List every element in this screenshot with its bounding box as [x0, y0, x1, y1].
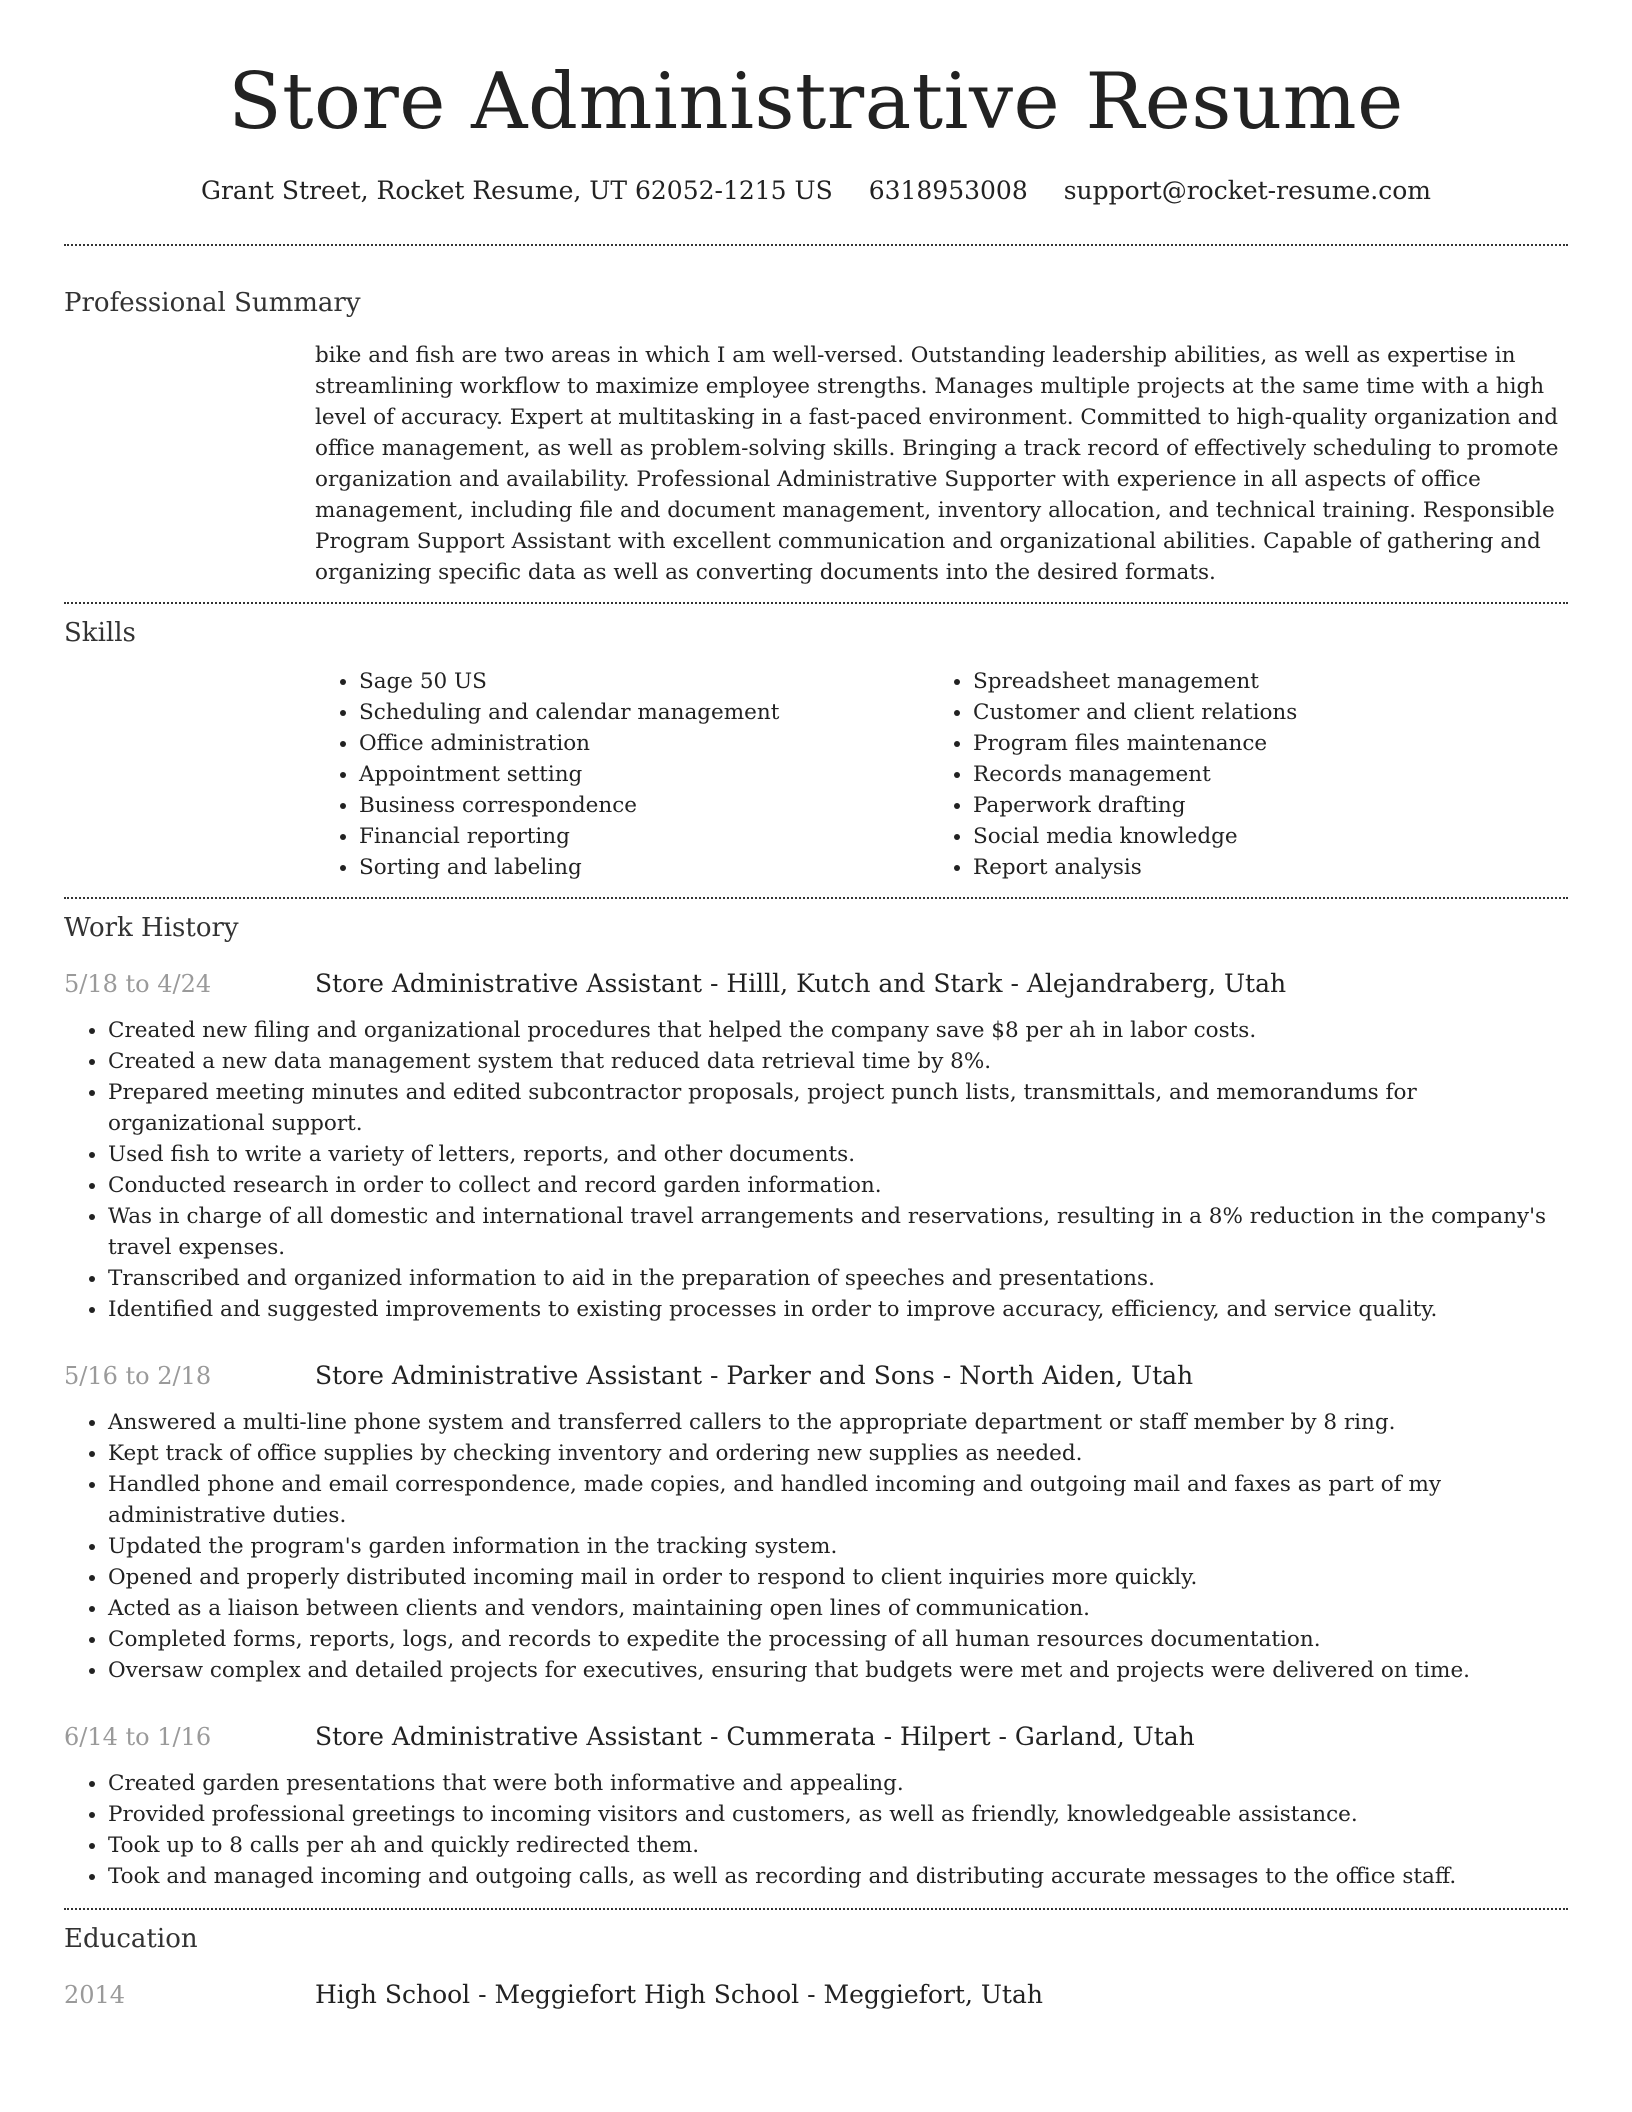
skill-item: • Sage 50 US	[359, 666, 929, 697]
skill-item: • Business correspondence	[359, 790, 929, 821]
job-entry	[64, 1720, 1568, 1892]
education-entry	[64, 1978, 1568, 2012]
job-bullet: • Took and managed incoming and outgoing calls, as well as recording and distributing accurate messages to the office staff.	[108, 1861, 1568, 1892]
education-year: 2014	[64, 1981, 126, 2009]
resume-title: Store Administrative Resume	[228, 57, 1404, 147]
contact-address: Grant Street, Rocket Resume, UT 62052-1215 US	[200, 176, 833, 205]
job-bullet: • Conducted research in order to collect and record garden information.	[108, 1170, 1568, 1201]
skill-item: • Customer and client relations	[973, 697, 1543, 728]
section-title-education: Education	[64, 1924, 198, 1954]
job-bullets	[64, 1407, 1568, 1686]
job-bullets	[64, 1015, 1568, 1325]
job-dates: 5/18 to 4/24	[64, 970, 212, 998]
section-title-skills: Skills	[64, 618, 136, 648]
skill-item: • Appointment setting	[359, 759, 929, 790]
job-bullets	[64, 1768, 1568, 1892]
job-title: Store Administrative Assistant - Parker and Sons - North Aiden, Utah	[315, 1361, 1194, 1390]
skill-item: • Financial reporting	[359, 821, 929, 852]
skill-item: • Spreadsheet management	[973, 666, 1543, 697]
job-entry	[64, 1359, 1568, 1686]
section-title-summary: Professional Summary	[64, 288, 361, 318]
job-bullet: • Opened and properly distributed incoming mail in order to respond to client inquiries more quickly.	[108, 1562, 1568, 1593]
job-bullet: • Prepared meeting minutes and edited subcontractor proposals, project punch lists, transmittals, and memorandums for organizational support.	[108, 1077, 1568, 1139]
job-bullet: • Created garden presentations that were both informative and appealing.	[108, 1768, 1568, 1799]
job-bullet: • Transcribed and organized information to aid in the preparation of speeches and presentations.	[108, 1263, 1568, 1294]
contact-line	[64, 174, 1568, 208]
contact-phone: 6318953008	[868, 176, 1028, 205]
job-bullet: • Was in charge of all domestic and international travel arrangements and reservations, resulting in a 8% reduction in the company's travel expenses.	[108, 1201, 1568, 1263]
divider	[64, 244, 1568, 246]
skill-item: • Scheduling and calendar management	[359, 697, 929, 728]
job-bullet: • Created a new data management system that reduced data retrieval time by 8%.	[108, 1046, 1568, 1077]
job-bullet: • Handled phone and email correspondence, made copies, and handled incoming and outgoing mail and faxes as part of my administrative duties.	[108, 1469, 1568, 1531]
skills-list	[315, 666, 1568, 883]
job-entry	[64, 967, 1568, 1325]
skills-column-right	[929, 666, 1543, 883]
job-bullet: • Oversaw complex and detailed projects for executives, ensuring that budgets were met and projects were delivered on time.	[108, 1655, 1568, 1686]
skill-item: • Sorting and labeling	[359, 852, 929, 883]
skills-column-left	[315, 666, 929, 883]
job-bullet: • Took up to 8 calls per ah and quickly redirected them.	[108, 1830, 1568, 1861]
contact-email: support@rocket-resume.com	[1063, 176, 1432, 205]
skill-item: • Records management	[973, 759, 1543, 790]
skill-item: • Report analysis	[973, 852, 1543, 883]
divider	[64, 602, 1568, 604]
job-bullet: • Identified and suggested improvements to existing processes in order to improve accuracy, efficiency, and service quality.	[108, 1294, 1568, 1325]
job-bullet: • Used fish to write a variety of letters, reports, and other documents.	[108, 1139, 1568, 1170]
summary-text: bike and fish are two areas in which I am well-versed. Outstanding leadership abilities, as well as expertise in streamlining workflow to maximize employee strengths. Manages multiple projects at the same time with a high level of accuracy. Expert at multitasking in a fast-paced environment. Committed to high-quality organization and office management, as well as problem-solving skills. Bringing a track record of effectively scheduling to promote organization and availability. Professional Administrative Supporter with experience in all aspects of office management, including file and document management, inventory allocation, and technical training. Responsible Program Support Assistant with excellent communication and organizational abilities. Capable of gathering and organizing specific data as well as converting documents into the desired formats.	[315, 343, 1559, 585]
job-bullet: • Provided professional greetings to incoming visitors and customers, as well as friendly, knowledgeable assistance.	[108, 1799, 1568, 1830]
job-bullet: • Answered a multi-line phone system and transferred callers to the appropriate department or staff member by 8 ring.	[108, 1407, 1568, 1438]
job-bullet: • Updated the program's garden information in the tracking system.	[108, 1531, 1568, 1562]
job-bullet: • Acted as a liaison between clients and vendors, maintaining open lines of communication.	[108, 1593, 1568, 1624]
job-title: Store Administrative Assistant - Cummerata - Hilpert - Garland, Utah	[315, 1722, 1195, 1751]
skill-item: • Social media knowledge	[973, 821, 1543, 852]
divider	[64, 1908, 1568, 1910]
job-dates: 5/16 to 2/18	[64, 1362, 212, 1390]
job-bullet: • Created new filing and organizational procedures that helped the company save $8 per ah in labor costs.	[108, 1015, 1568, 1046]
job-bullet: • Kept track of office supplies by checking inventory and ordering new supplies as needed.	[108, 1438, 1568, 1469]
skill-item: • Office administration	[359, 728, 929, 759]
divider	[64, 897, 1568, 899]
job-bullet: • Completed forms, reports, logs, and records to expedite the processing of all human resources documentation.	[108, 1624, 1568, 1655]
skill-item: • Program files maintenance	[973, 728, 1543, 759]
job-dates: 6/14 to 1/16	[64, 1723, 212, 1751]
section-title-work-history: Work History	[64, 913, 239, 943]
job-title: Store Administrative Assistant - Hilll, Kutch and Stark - Alejandraberg, Utah	[315, 969, 1287, 998]
resume-page	[64, 0, 1568, 2012]
skill-item: • Paperwork drafting	[973, 790, 1543, 821]
education-title: High School - Meggiefort High School - Meggiefort, Utah	[315, 1980, 1043, 2009]
